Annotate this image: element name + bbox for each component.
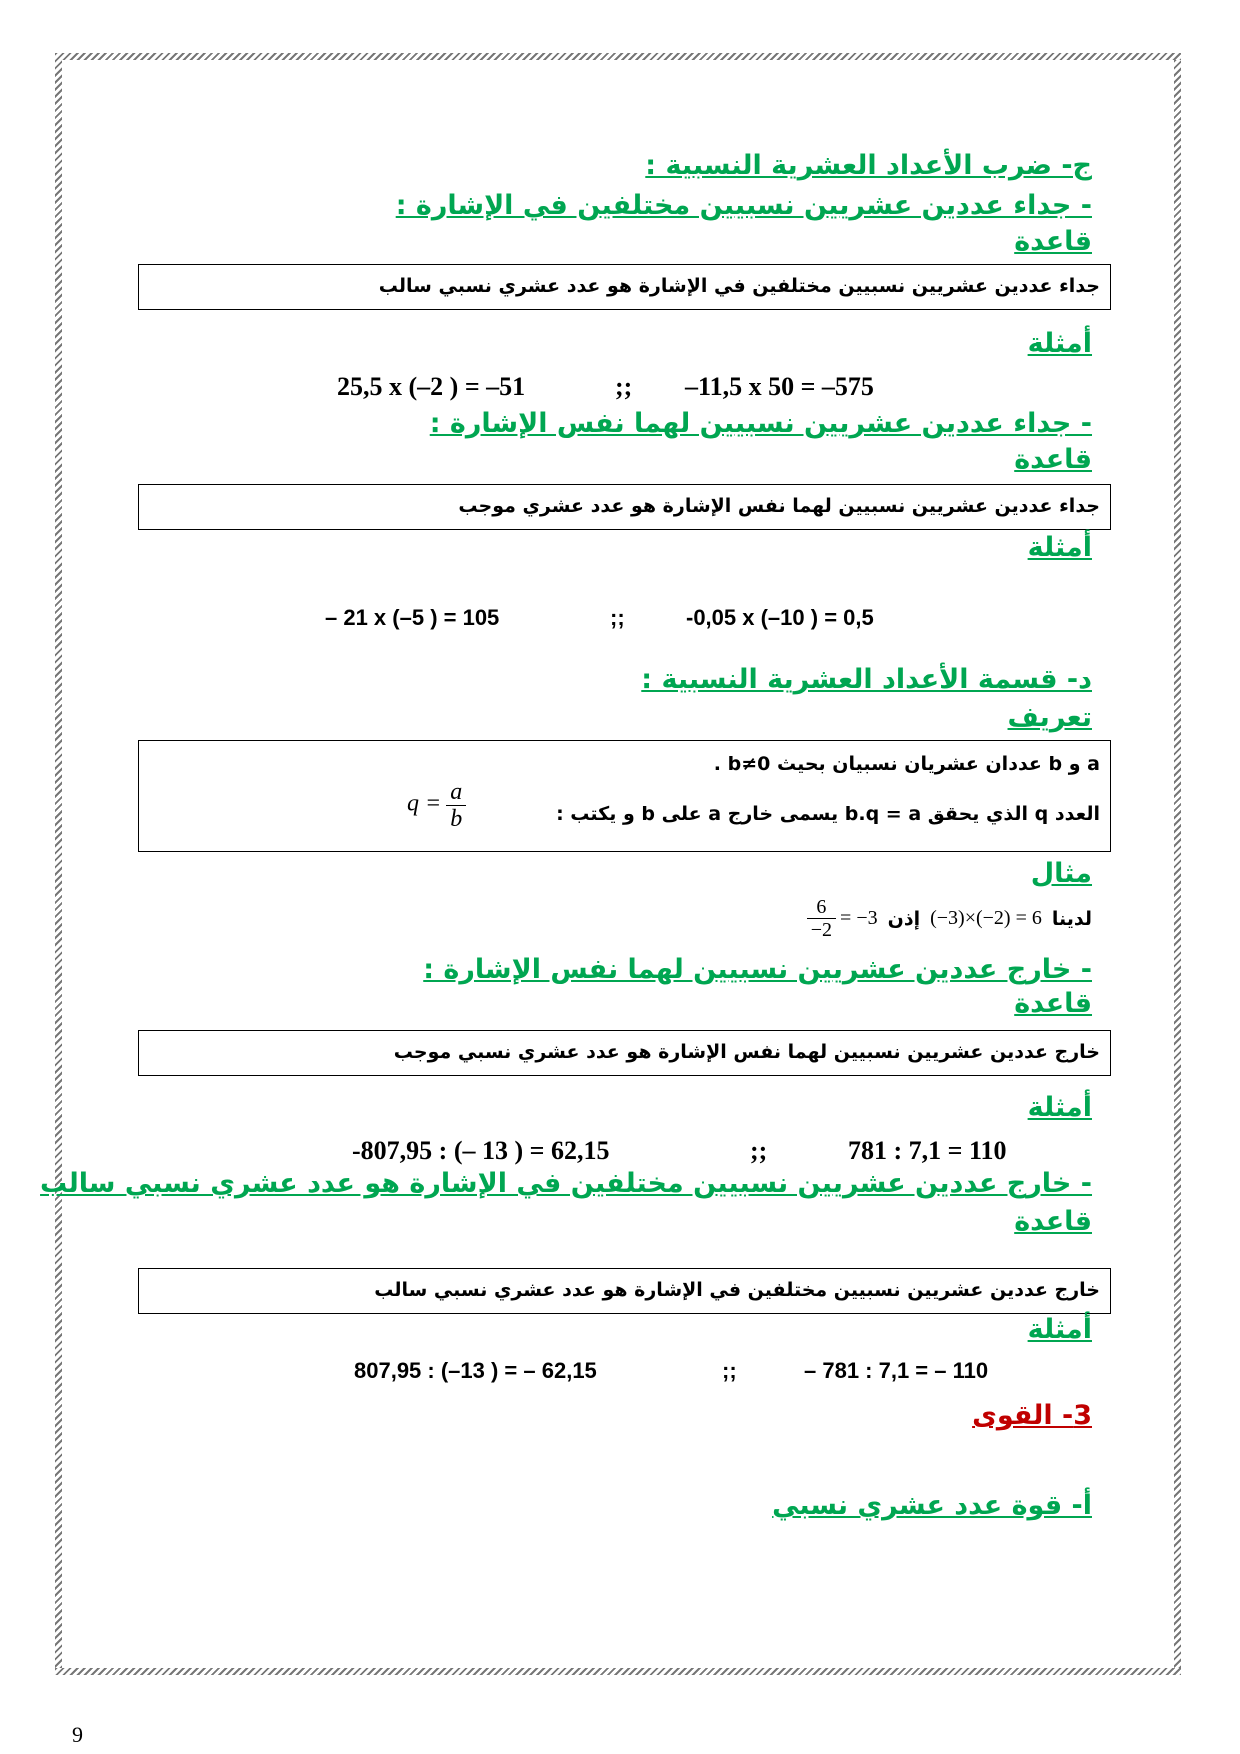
examples-label: أمثلة bbox=[1027, 328, 1092, 359]
rule-box bbox=[138, 1030, 1111, 1076]
rule-box bbox=[138, 1268, 1111, 1314]
definition-line-2: العدد q الذي يحقق b.q = a يسمى خارج a على b و يكتب : bbox=[556, 803, 1100, 825]
section-c-sub2: - جداء عددين عشريين نسبيين لهما نفس الإشارة : bbox=[429, 408, 1092, 439]
examples-label: أمثلة bbox=[1027, 1092, 1092, 1123]
definition-box bbox=[138, 740, 1111, 852]
fraction-denominator: b bbox=[446, 805, 466, 832]
section-d-sub1: - خارج عددين عشريين نسبيين لهما نفس الإشارة : bbox=[423, 954, 1092, 985]
example-equation: -0,05 x (–10 ) = 0,5 bbox=[686, 605, 874, 630]
example-math: (−3)×(−2) = 6 bbox=[930, 907, 1042, 929]
rule-box bbox=[138, 484, 1111, 530]
example-result bbox=[807, 896, 878, 941]
example-separator: ;; bbox=[750, 1136, 768, 1165]
example-equation: 25,5 x (–2 ) = –51 bbox=[337, 372, 526, 401]
definition-formula bbox=[407, 779, 466, 833]
examples-label: أمثلة bbox=[1027, 1314, 1092, 1345]
section-3-sub-a: أ- قوة عدد عشري نسبي bbox=[772, 1490, 1092, 1521]
rule-text: خارج عددين عشريين نسبيين لهما نفس الإشارة هو عدد عشري نسبي موجب bbox=[393, 1041, 1100, 1063]
rule-label: قاعدة bbox=[1014, 226, 1092, 257]
fraction-numerator: a bbox=[450, 779, 463, 805]
fraction-denominator: −2 bbox=[807, 918, 836, 941]
section-3-title: 3- القوى bbox=[972, 1400, 1092, 1431]
example-fraction bbox=[807, 896, 836, 941]
example-equation: 807,95 : (–13 ) = – 62,15 bbox=[354, 1358, 597, 1383]
fraction-numerator: 6 bbox=[816, 896, 827, 918]
formula-lhs: q = bbox=[407, 790, 442, 817]
rule-text: جداء عددين عشريين نسبيين لهما نفس الإشارة هو عدد عشري موجب bbox=[458, 495, 1100, 517]
definition-label: تعريف bbox=[1007, 702, 1092, 733]
example-equation: –11,5 x 50 = –575 bbox=[685, 372, 874, 401]
section-c-title: ج- ضرب الأعداد العشرية النسبية : bbox=[645, 150, 1092, 181]
example-equation: -807,95 : (– 13 ) = 62,15 bbox=[352, 1136, 610, 1165]
rule-box bbox=[138, 264, 1111, 310]
example-equation: 781 : 7,1 = 110 bbox=[848, 1136, 1007, 1165]
rule-label: قاعدة bbox=[1014, 988, 1092, 1019]
rule-text: جداء عددين عشريين نسبيين مختلفين في الإشارة هو عدد عشري نسبي سالب bbox=[378, 275, 1100, 297]
section-c-sub1: - جداء عددين عشريين نسبيين مختلفين في الإشارة : bbox=[395, 190, 1092, 221]
example-word: لدينا bbox=[1051, 907, 1092, 930]
page-number: 9 bbox=[72, 1722, 83, 1747]
rule-label: قاعدة bbox=[1014, 1206, 1092, 1237]
example-separator: ;; bbox=[610, 605, 625, 630]
examples-label: أمثلة bbox=[1027, 532, 1092, 563]
section-d-title: د- قسمة الأعداد العشرية النسبية : bbox=[641, 664, 1092, 695]
example-equation: – 21 x (–5 ) = 105 bbox=[325, 605, 500, 630]
rule-label: قاعدة bbox=[1014, 444, 1092, 475]
example-separator: ;; bbox=[615, 372, 633, 401]
example-math: = −3 bbox=[840, 907, 878, 929]
example-separator: ;; bbox=[722, 1358, 737, 1383]
definition-line-1: a و b عددان عشريان نسبيان بحيث b≠0 . bbox=[713, 753, 1100, 775]
section-d-sub2: - خارج عددين عشريين نسبيين مختلفين في الإشارة هو عدد عشري نسبي سالب bbox=[40, 1168, 1092, 1199]
example-word: إذن bbox=[887, 907, 921, 930]
division-example bbox=[807, 896, 1092, 941]
formula-fraction bbox=[446, 779, 466, 833]
rule-text: خارج عددين عشريين نسبيين مختلفين في الإشارة هو عدد عشري نسبي سالب bbox=[374, 1279, 1100, 1301]
example-equation: – 781 : 7,1 = – 110 bbox=[804, 1358, 989, 1383]
example-label: مثال bbox=[1030, 858, 1092, 889]
